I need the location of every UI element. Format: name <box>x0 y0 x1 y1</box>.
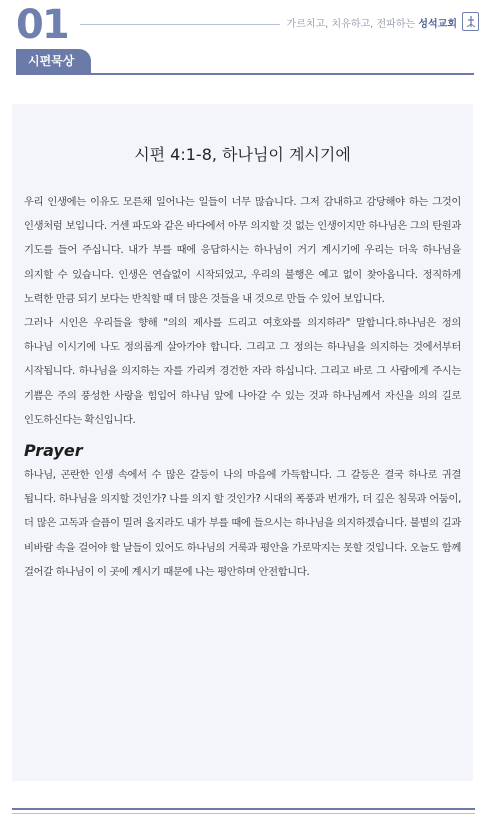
body-paragraph-2: 그러나 시인은 우리들을 향해 "의의 제사를 드리고 여호와를 의지하라" 말합니다.하나님은 정의 하나님 이시기에 나도 정의롭게 살아가야 합니다. 그리고 그 정의는 하나님을 의지하는 것에서부터 시작됩니다. 하나님을 의지하는 자를 가리켜 경건한 자라 하십니다. 그리고 바로 그 사람에게 주시는 기쁨은 주의 풍성한 사랑을 힘입어 하나님 앞에 나아갈 수 있는 것과 하나님께서 자신을 의의 길로 인도하신다는 확신입니다. <box>24 317 461 426</box>
footer-rule-thin <box>12 813 475 814</box>
body-paragraph-1: 우리 인생에는 이유도 모른채 일어나는 일들이 너무 많습니다. 그저 감내하고 감당해야 하는 그것이 인생처럼 보입니다. 거센 파도와 같은 바다에서 아무 의지할 것 없는 인생이지만 하나님은 그의 탄원과 기도를 들어 주십니다. 내가 부를 때에 응답하시는 하나님이 거기 계시기에 우리는 더욱 하나님을 의지할 수 있습니다. 인생은 연습없이 시작되었고, 우리의 불행은 예고 없이 찾아옵니다. 정직하게 노력한 만큼 되기 보다는 반칙할 때 더 많은 것들을 내 것으로 만들 수 있어 보입니다. <box>24 196 461 305</box>
church-logo-icon <box>462 12 479 31</box>
header-tagline <box>287 15 457 30</box>
article-body <box>24 190 461 584</box>
prayer-paragraph: 하나님, 곤란한 인생 속에서 수 많은 갈등이 나의 마음에 가득합니다. 그 갈등은 결국 하나로 귀결 됩니다. 하나님을 의지할 것인가? 나를 의지 할 것인가? 시대의 폭풍과 번개가, 더 깊은 침묵과 어둠이, 더 많은 고독과 슬픔이 밀려 올지라도 내가 부를 때에 들으시는 하나님을 의지하겠습니다. 불볕의 길과 비바람 속을 걸어야 할 날들이 있어도 하나님의 거룩과 평안을 가로막지는 못할 것입니다. 오늘도 함께 걸어갈 하나님이 이 곳에 계시기 때문에 나는 평안하며 안전합니다. <box>24 469 461 578</box>
tagline-text: 가르치고, 치유하고, 전파하는 <box>286 19 419 30</box>
page-number: 01 <box>16 2 68 48</box>
footer-rule-thick <box>12 808 475 810</box>
article-box <box>12 104 473 781</box>
section-tab-rule <box>16 73 474 75</box>
header-rule <box>80 24 280 25</box>
prayer-heading: Prayer <box>24 441 83 461</box>
church-name: 성석교회 <box>418 19 457 30</box>
section-tab: 시편묵상 <box>16 49 91 73</box>
article-title: 시편 4:1-8, 하나님이 계시기에 <box>134 145 351 164</box>
